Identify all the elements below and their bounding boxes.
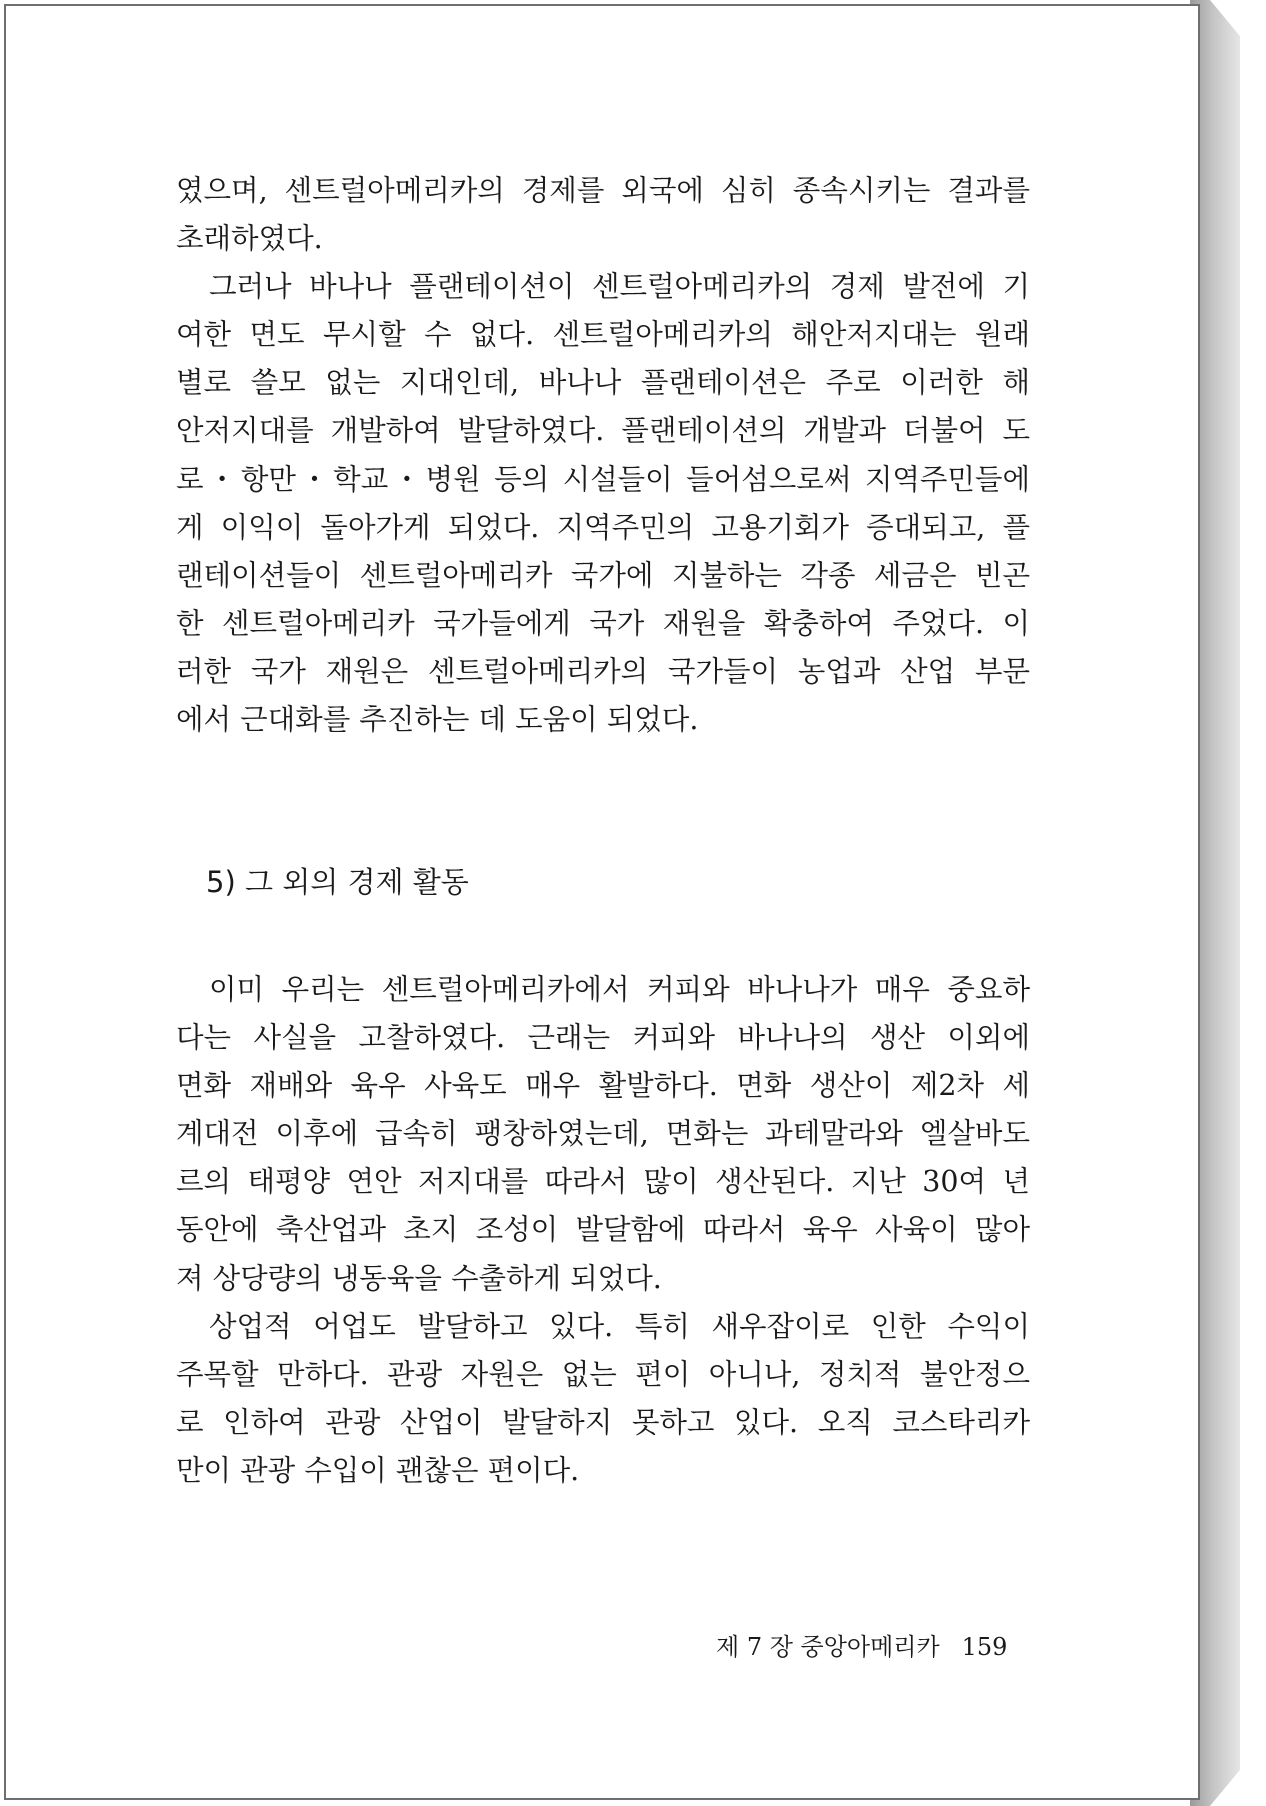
text-line: 상업적 어업도 발달하고 있다. 특히 새우잡이로 인한 수익이 [209, 1309, 1030, 1343]
text-line: 초래하였다. [176, 222, 323, 256]
page-footer [716, 1627, 1007, 1662]
section-1-text [176, 167, 1030, 744]
text-line: 이미 우리는 센트럴아메리카에서 커피와 바나나가 매우 중요하 [209, 973, 1030, 1006]
text-line: 주목할 만하다. 관광 자원은 없는 편이 아니나, 정치적 불안정으 [176, 1357, 1030, 1391]
section-heading: 5) 그 외의 경제 활동 [206, 865, 469, 899]
text-line: 안저지대를 개발하여 발달하였다. 플랜테이션의 개발과 더불어 도 [176, 414, 1030, 448]
text-line: 면화 재배와 육우 사육도 매우 활발하다. 면화 생산이 제2차 세 [176, 1069, 1030, 1103]
text-line: 랜테이션들이 센트럴아메리카 국가에 지불하는 각종 세금은 빈곤 [176, 558, 1030, 592]
book-page [4, 4, 1200, 1800]
text-line: 그러나 바나나 플랜테이션이 센트럴아메리카의 경제 발전에 기 [209, 270, 1030, 304]
text-line: 였으며, 센트럴아메리카의 경제를 외국에 심히 종속시키는 결과를 [176, 174, 1030, 207]
section-2-text [176, 966, 1030, 1495]
text-line: 에서 근대화를 추진하는 데 도움이 되었다. [176, 703, 699, 737]
text-line: 러한 국가 재원은 센트럴아메리카의 국가들이 농업과 산업 부문 [176, 654, 1030, 688]
page-number: 159 [961, 1633, 1008, 1661]
text-line: 르의 태평양 연안 저지대를 따라서 많이 생산된다. 지난 30여 년 [176, 1165, 1030, 1199]
text-line: 로・항만・학교・병원 등의 시설들이 들어섬으로써 지역주민들에 [176, 462, 1030, 496]
text-line: 계대전 이후에 급속히 팽창하였는데, 면화는 과테말라와 엘살바도 [176, 1117, 1030, 1151]
text-line: 져 상당량의 냉동육을 수출하게 되었다. [176, 1261, 662, 1295]
text-line: 별로 쓸모 없는 지대인데, 바나나 플랜테이션은 주로 이러한 해 [176, 366, 1030, 400]
text-line: 게 이익이 돌아가게 되었다. 지역주민의 고용기회가 증대되고, 플 [176, 510, 1030, 544]
text-line: 여한 면도 무시할 수 없다. 센트럴아메리카의 해안저지대는 원래 [176, 318, 1030, 352]
text-line: 한 센트럴아메리카 국가들에게 국가 재원을 확충하여 주었다. 이 [176, 606, 1030, 640]
chapter-title: 제 7 장 중앙아메리카 [716, 1633, 940, 1661]
text-line: 다는 사실을 고찰하였다. 근래는 커피와 바나나의 생산 이외에 [176, 1021, 1030, 1055]
text-line: 동안에 축산업과 초지 조성이 발달함에 따라서 육우 사육이 많아 [176, 1213, 1030, 1247]
text-line: 만이 관광 수입이 괜찮은 편이다. [176, 1453, 580, 1487]
text-line: 로 인하여 관광 산업이 발달하지 못하고 있다. 오직 코스타리카 [176, 1405, 1030, 1439]
